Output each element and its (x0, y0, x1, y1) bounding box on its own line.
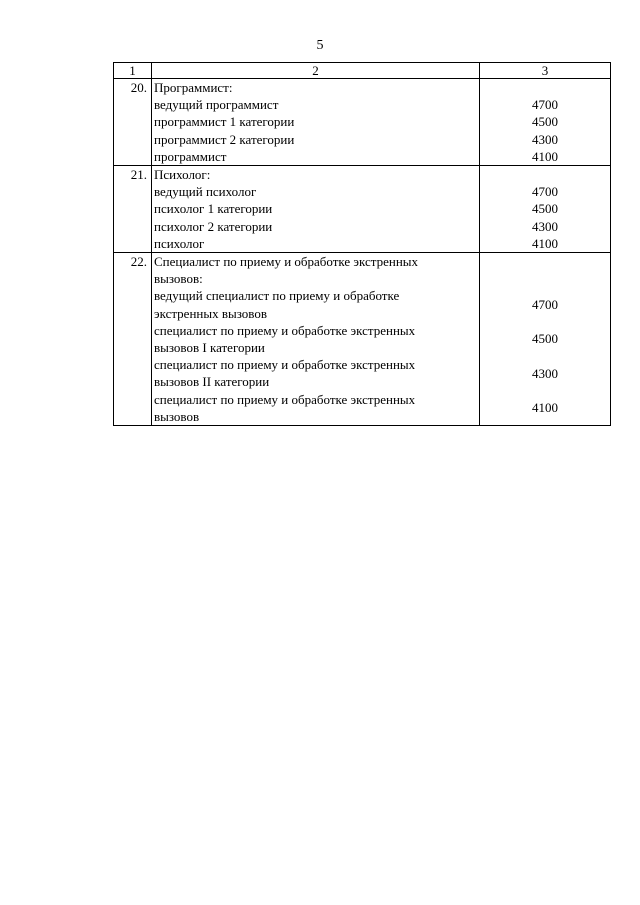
salary-value: 4500 (532, 331, 558, 347)
position-label: ведущий специалист по приему и обработке (154, 288, 400, 304)
salary-value: 4300 (532, 218, 558, 234)
position-group-title: вызовов: (154, 271, 203, 287)
row-number: 21. (114, 166, 152, 253)
salary-values (480, 253, 611, 426)
position-label: экстренных вызовов (154, 305, 267, 321)
position-label: психолог (154, 235, 205, 251)
salary-value: 4100 (532, 148, 558, 164)
table-row (114, 79, 611, 166)
salary-value: 4700 (532, 97, 558, 113)
column-header: 1 (114, 63, 152, 79)
salary-value: 4700 (532, 184, 558, 200)
salary-value: 4300 (532, 365, 558, 381)
table-row (114, 166, 611, 253)
position-label: программист 1 категории (154, 114, 295, 130)
position-group-title: Специалист по приему и обработке экстренных (154, 254, 419, 270)
position-label: программист 2 категории (154, 131, 295, 147)
salary-value: 4700 (532, 297, 558, 313)
salary-value: 4100 (532, 235, 558, 251)
position-label: психолог 1 категории (154, 201, 273, 217)
salary-table (113, 62, 611, 426)
position-group-title: Программист: (154, 80, 233, 95)
position-label: специалист по приему и обработке экстренных (154, 322, 416, 338)
position-description (152, 79, 480, 166)
salary-value: 4100 (532, 400, 558, 416)
position-description (152, 166, 480, 253)
salary-value: 4500 (532, 201, 558, 217)
position-label: ведущий психолог (154, 184, 257, 200)
position-label: вызовов (154, 408, 200, 424)
row-number: 22. (114, 253, 152, 426)
position-group-title: Психолог: (154, 167, 211, 183)
position-label: ведущий программист (154, 97, 279, 113)
table-row (114, 253, 611, 426)
position-label: специалист по приему и обработке экстренных (154, 357, 416, 373)
row-number: 20. (114, 79, 152, 166)
position-description (152, 253, 480, 426)
position-label: психолог 2 категории (154, 218, 273, 234)
column-header: 2 (152, 63, 480, 79)
salary-value: 4500 (532, 114, 558, 130)
position-label: программист (154, 148, 227, 164)
position-label: специалист по приему и обработке экстренных (154, 391, 416, 407)
column-header: 3 (480, 63, 611, 79)
table-header-row (114, 63, 611, 79)
salary-value: 4300 (532, 131, 558, 147)
salary-values (480, 79, 611, 166)
position-label: вызовов II категории (154, 374, 270, 390)
position-label: вызовов I категории (154, 340, 265, 356)
salary-values (480, 166, 611, 253)
page-number: 5 (316, 38, 324, 53)
